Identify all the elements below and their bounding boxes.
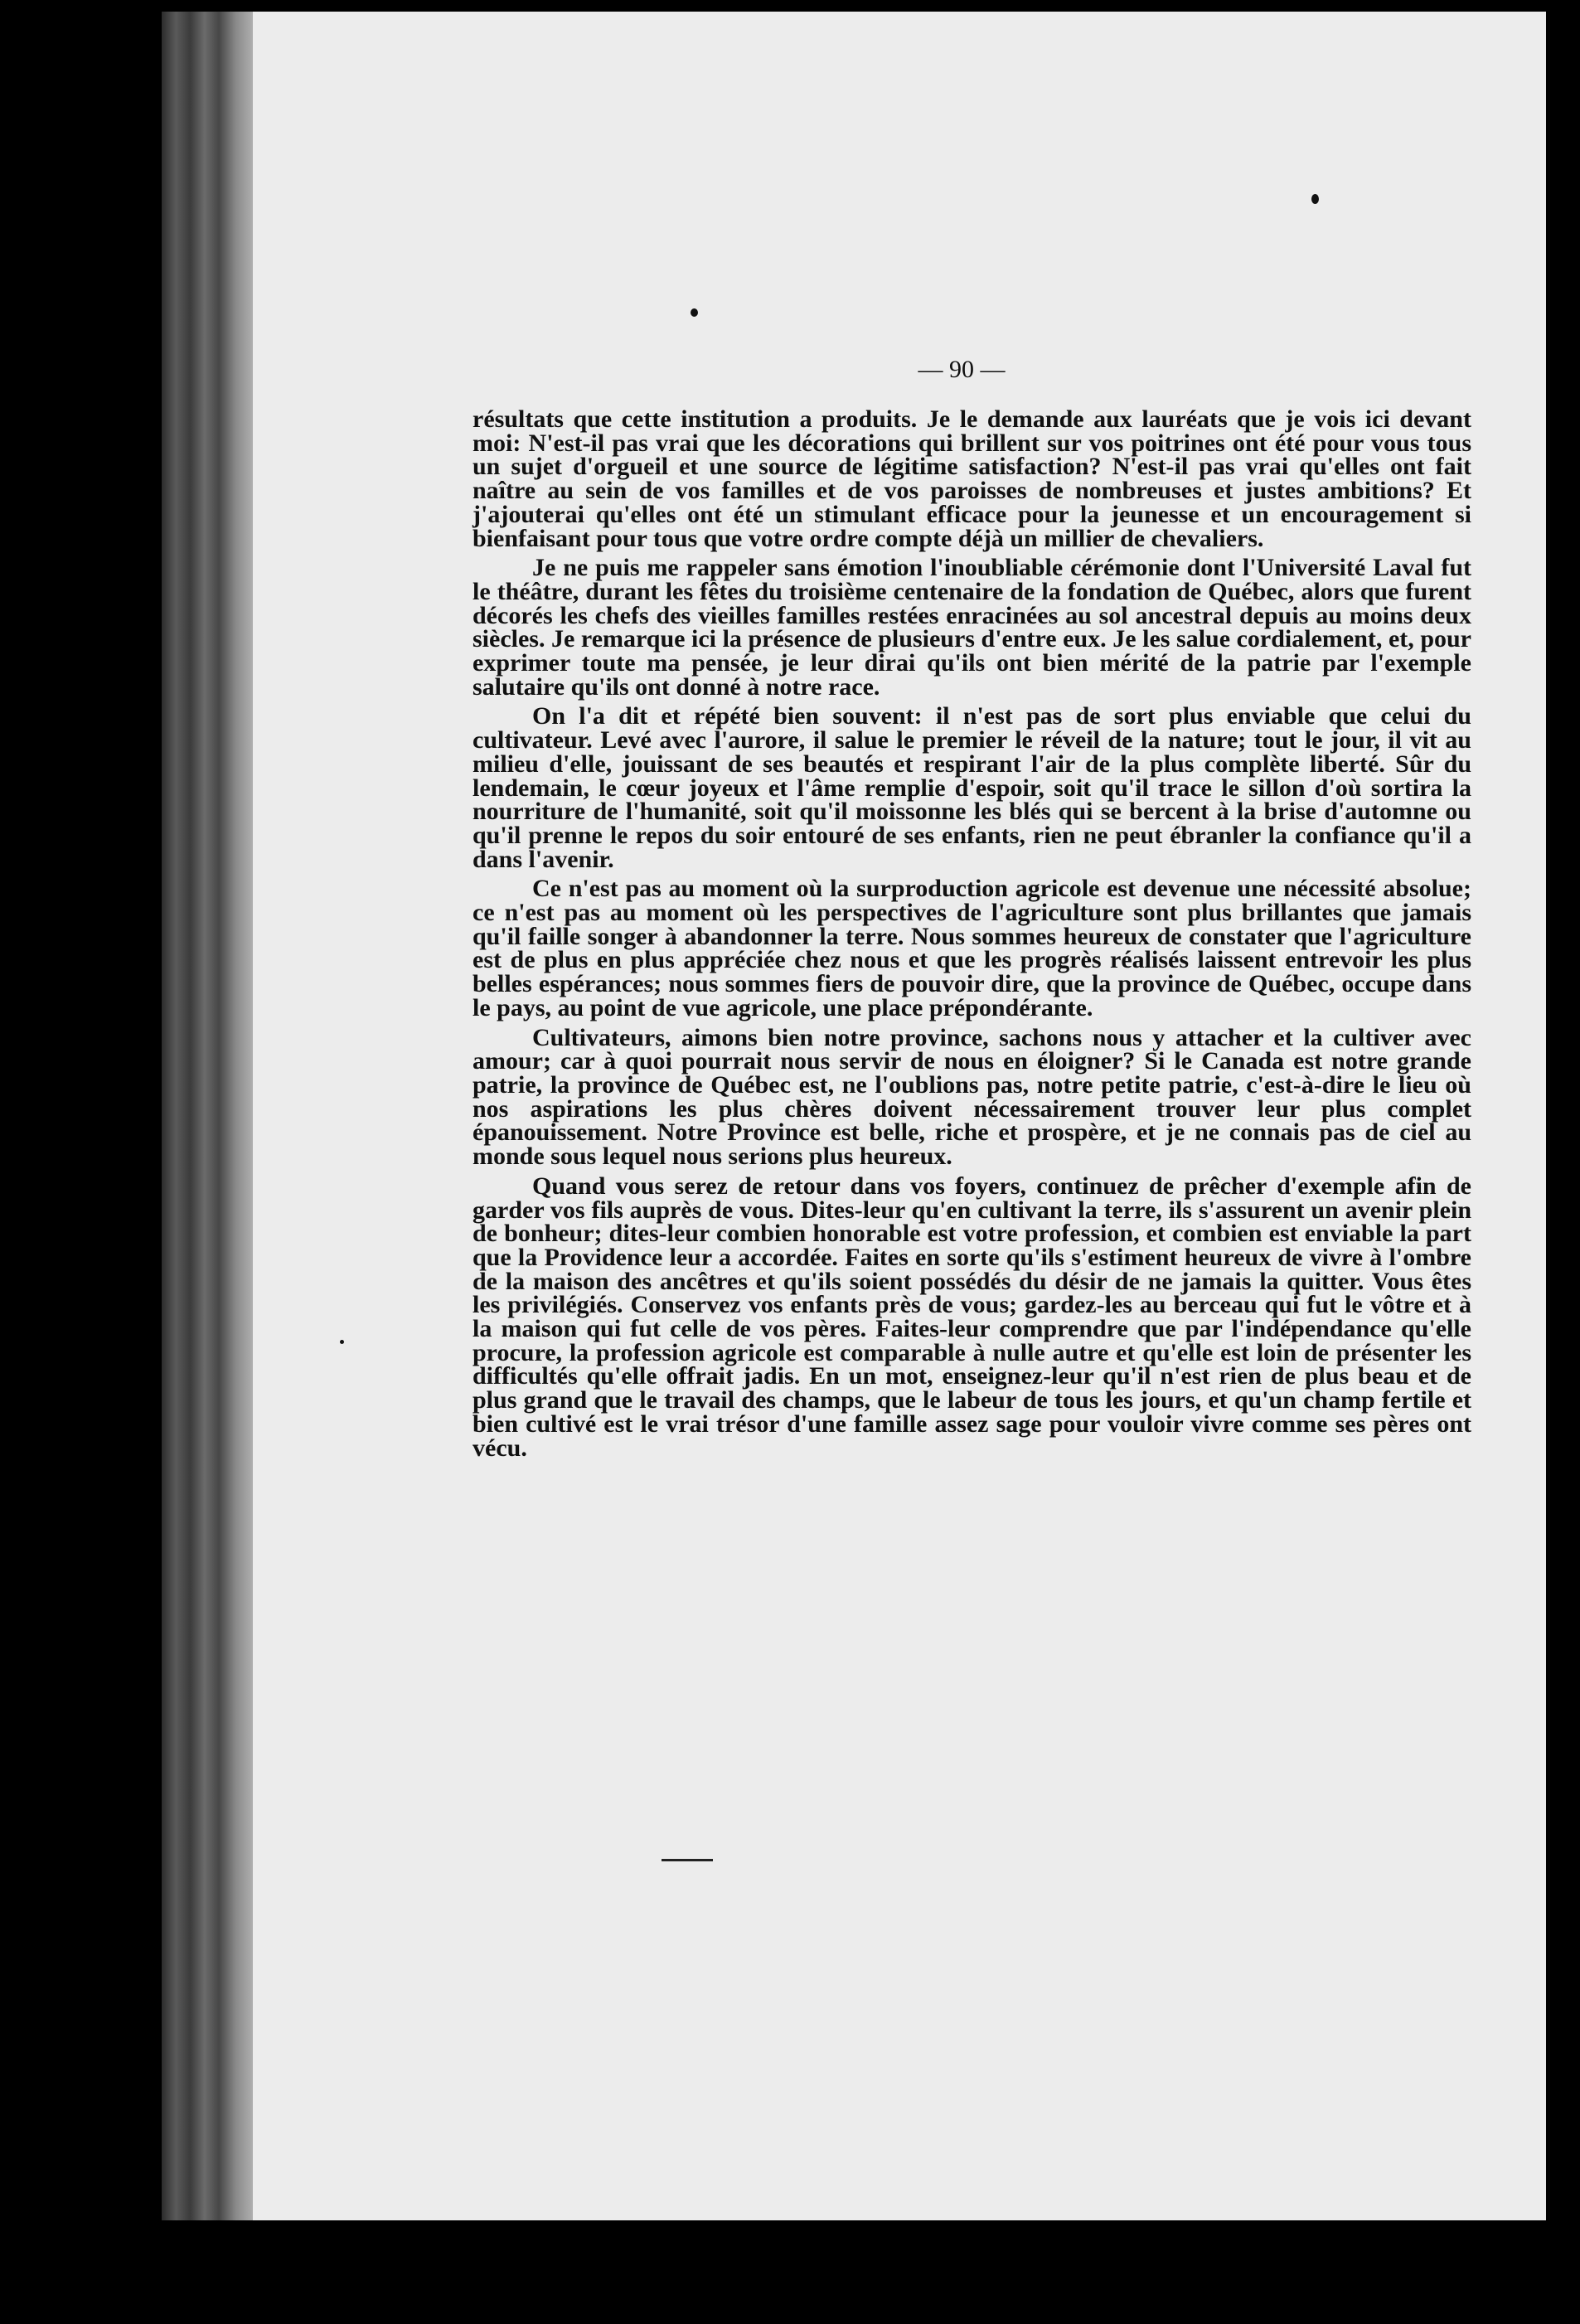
speck bbox=[691, 308, 698, 317]
paragraph: résultats que cette institution a produits. Je le demande aux lauréats que je vois ici devant moi: N'est-il pas vrai que les décorations qui brillent sur vos poitrines ont été pour vous tous un sujet d'orgueil et une source de légitime satisfaction? N'est-il pas vrai qu'elles ont fait naître au sein de vos familles et de vos paroisses de nombreuses et justes ambitions? Et j'ajouterai qu'elles ont été un stimulant efficace pour la jeunesse et un encouragement si bienfaisant pour tous que votre ordre compte déjà un millier de chevaliers. bbox=[473, 405, 1471, 552]
book-spine bbox=[162, 12, 257, 2220]
section-end-rule bbox=[662, 1859, 713, 1861]
speck bbox=[1311, 194, 1319, 204]
paragraph: Je ne puis me rappeler sans émotion l'inoubliable cérémonie dont l'Université Laval fut le théâtre, durant les fêtes du troisième centenaire de la fondation de Québec, alors que furent décorés les chefs des vieilles familles restées enracinées au sol ancestral depuis au moins deux siècles. Je remarque ici la présence de plusieurs d'entre eux. Je les salue cordialement, et, pour exprimer toute ma pensée, je leur dirai qu'ils ont bien mérité de la patrie par l'exemple salutaire qu'ils ont donné à notre race. bbox=[473, 554, 1471, 701]
speck bbox=[340, 1340, 344, 1344]
book-page bbox=[253, 12, 1546, 2220]
paragraph: Cultivateurs, aimons bien notre province, sachons nous y attacher et la cultiver avec amour; car à quoi pourrait nous servir de nous en éloigner? Si le Canada est notre grande patrie, la province de Québec est, ne l'oublions pas, notre petite patrie, c'est-à-dire le lieu où nos aspirations les plus chères doivent nécessairement trouver leur plus complet épanouissement. Notre Province est belle, riche et prospère, et je ne connais pas de ciel au monde sous lequel nous serions plus heureux. bbox=[473, 1023, 1471, 1171]
paragraph: On l'a dit et répété bien souvent: il n'est pas de sort plus enviable que celui du cultivateur. Levé avec l'aurore, il salue le premier le réveil de la nature; tout le jour, il vit au milieu d'elle, jouissant de ses beautés et respirant l'air de la plus complète liberté. Sûr du lendemain, le cœur joyeux et l'âme remplie d'espoir, soit qu'il trace le sillon d'où sortira la nourriture de l'humanité, soit qu'il moissonne les blés qui se bercent à la brise d'automne ou qu'il prenne le repos du soir entouré de ses enfants, rien ne peut ébranler la confiance qu'il a dans l'avenir. bbox=[473, 702, 1471, 873]
scan-margin bbox=[162, 2220, 1546, 2324]
paragraph: Ce n'est pas au moment où la surproduction agricole est devenue une nécessité absolue; ce n'est pas au moment où les perspectives de l'agriculture sont plus brillantes que jamais qu'il faille songer à abandonner la terre. Nous sommes heureux de constater que l'agriculture est de plus en plus appréciée chez nous et que les progrès réalisés laissent entrevoir les plus belles espérances; nous sommes fiers de pouvoir dire, que la province de Québec, occupe dans le pays, au point de vue agricole, une place prépondérante. bbox=[473, 875, 1471, 1021]
paragraph: Quand vous serez de retour dans vos foyers, continuez de prêcher d'exemple afin de garder vos fils auprès de vous. Dites-leur qu'en cultivant la terre, ils s'assurent un avenir plein de bonheur; dites-leur combien honorable est votre profession, et combien est enviable la part que la Providence leur a accordée. Faites en sorte qu'ils s'estiment heureux de vivre à l'ombre de la maison des ancêtres et qu'ils soient possédés du désir de ne jamais la quitter. Vous êtes les privilégiés. Conservez vos enfants près de vous; gardez-les au berceau qui fut le vôtre et à la maison qui fut celle de vos pères. Faites-leur comprendre que par l'indépendance qu'elle procure, la profession agricole est comparable à nulle autre et qu'elle est loin de présenter les difficultés qu'elle offrait jadis. En un mot, enseignez-leur qu'il n'est rien de plus beau et de plus grand que le travail des champs, que le labeur de tous les jours, et qu'un champ fertile et bien cultivé est le vrai trésor d'une famille assez sage pour vouloir vivre comme ses pères ont vécu. bbox=[473, 1172, 1471, 1462]
page-number: — 90 — bbox=[918, 356, 1006, 383]
page-body bbox=[473, 405, 1471, 1466]
